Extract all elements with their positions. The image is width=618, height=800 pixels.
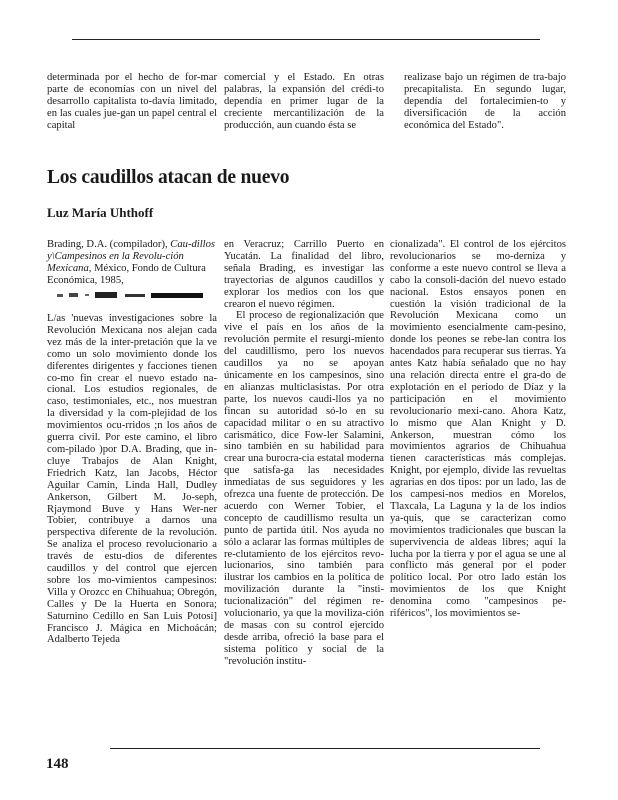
article-column-1: L/as 'nuevas investigaciones sobre la Revolución Mexicana nos alejan cada vez más de la inter-pretación que la ve como un solo movimiento donde los diferentes dirigentes y facciones tienen co-mo fin crear el nuevo estado na-cional. Los estudios regionales, de caso, testimoniales, etc., nos muestran la diversidad y la com-plejidad de los movimientos ocu-rridos ;n los años de guerra civil. Por este camino, el libro com-pilado )por D.A. Brading, que in-cluye Trabajos de Alan Knight, Friedrich Katz, lan Jacobs, Héctor Aguilar Camín, Linda Hall, Dudley Ankerson, Gilbert M. Jo-seph, Rjaymond Buve y Hans Wer-ner Tobier, contribuye a darnos una perspectiva diferente de la revolución. Se analiza el proceso revolucionario a través de estu-dios de diferentes caudillos y del control que ejercen sobre los mo-vimientos campesinos: Villa y Orozcc en Chihuahua; Obregón, Calles y De la Huerta en Sonora; Saturnino Cedillo en San Luis Potosí] Francisco J. Mágica en Michoácán; Adalberto Tejeda [47, 313, 217, 646]
top-column-2: comercial y el Estado. En otras palabras, la expansión del crédi-to dependía en primer lugar de la creciente mercantilización de la producción, aun cuando ésta se [224, 72, 384, 131]
page-number: 148 [46, 756, 69, 772]
book-reference [47, 239, 217, 287]
reference-title: Cau-dillos y\Campesinos en la Revolu-ción Mexicana, [47, 239, 216, 274]
article-author: Luz María Uhthoff [47, 205, 154, 220]
column-2-paragraph-2: El proceso de regionalización que vive el país en los años de la revolución permite el resurgi-miento del caudillismo, pero los nuevos caudillos ya no se apoyan únicamente en los campesinos, sino en alianzas multiclasistas. Por otra parte, los nuevos caudi-llos ya no fincan su autoridad só-lo en su capacidad militar o en su atractivo carismático, dice Fow-ler Salamini, sino también en su habilidad para crear una burocra-cia estatal moderna que satisfa-ga las necesidades inmediatas de sus seguidores y les ofrezca una fuente de protección. De acuerdo con Werner Tobier, el concepto de caudillismo resulta un punto de partida útil. Nos ayuda no sólo a aclarar las formas múltiples de re-clutamiento de los ejércitos revo-lucionarios, sino también para ilustrar los cambios en la política de movilización durante la "insti-tucionalización" del régimen re-volucionario, ya que la moviliza-ción de masas con su control ejercido desde arriba, ofreció la base para el sistema político y social de la "revolución institu- [224, 310, 384, 667]
top-column-3: realizase bajo un régimen de tra-bajo precapitalista. En segundo lugar, dependía del fortalecimien-to y diversificación de la acción económica del Estado". [404, 72, 566, 131]
article-title: Los caudillos atacan de nuevo [47, 167, 290, 188]
article-column-3: cionalizada". El control de los ejércitos revolucionarios se mo-derniza y conforme a este nuevo control se lleva a cabo la consoli-dación del nuevo estado nacional. Estos ensayos ponen en cuestión la visión tradicional de la Revolución Mexicana como un movimiento esencialmente cam-pesino, donde los peones se rebe-lan contra los hacendados para recuperar sus tierras. Ya antes Katz había señalado que no hay una relación directa entre el gra-do de explotación en el período de Díaz y la participación en el movimiento revolucionario mexi-cano. Ahora Katz, lo mismo que Alan Knight y D. Ankerson, muestran cómo los movimientos agrarios de Chihuahua tienen características más complejas. Knight, por ejemplo, divide las revueltas agrarias en dos tipos: por un lado, las de los campesi-nos medios en Morelos, Tlaxcala, La Laguna y la de los indios ya-quis, que se caracterizan como movimientos tradicionales que buscan la supervivencia de aldeas libres; aquí la lucha por la tierra y por el agua se une al conflicto más general por el poder político local. Por otro lado están los movimientos de los que Knight denomina como "campesinos pe-riféricos", los movimientos se- [390, 239, 566, 620]
reference-publisher: México, Fondo de Cultura Económica, 1985, [47, 262, 206, 286]
bottom-rule [110, 748, 540, 749]
top-column-1: determinada por el hecho de for-mar parte de economías con un nivel del desarrollo capitalista to-davía limitado, en las cuales jue-gan un papel central el capital [47, 72, 217, 131]
article-column-2 [224, 239, 384, 668]
reference-author: Brading, D.A. (compilador), [47, 239, 168, 250]
scan-smudge [55, 291, 205, 300]
column-2-paragraph-1: en Veracruz; Carrillo Puerto en Yucatán. La finalidad del libro, señala Brading, es investigar las trayectorias de algunos caudillos y explorar los medios con los que crearon el nuevo régimen. [224, 239, 384, 310]
top-rule [72, 39, 540, 40]
